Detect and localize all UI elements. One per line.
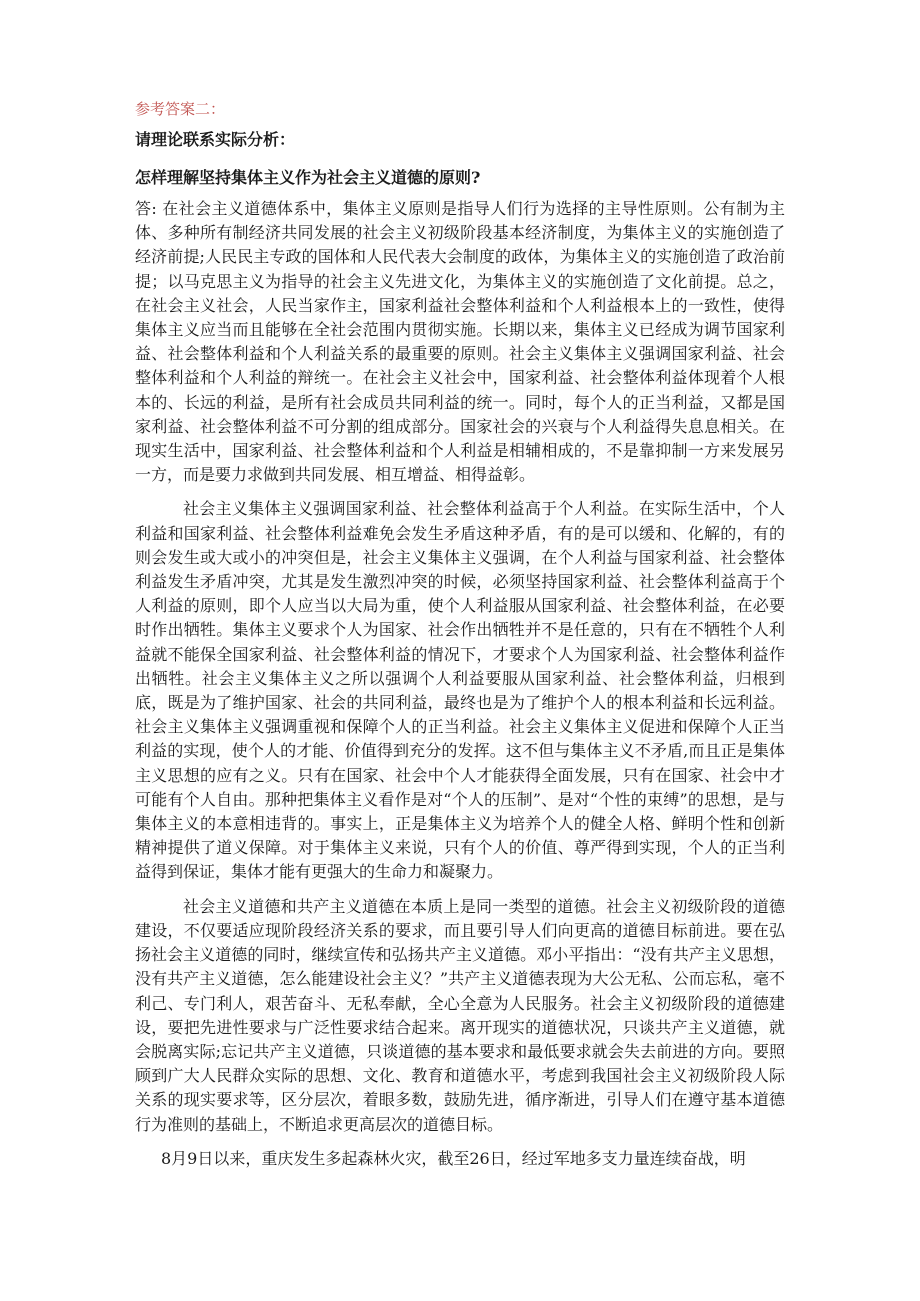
answer-paragraph-2: 社会主义集体主义强调国家利益、社会整体利益高于个人利益。在实际生活中，个人利益和国家利益、社会整体利益难免会发生矛盾这种矛盾，有的是可以缓和、化解的，有的则会发生或大或小的冲突但是，社会主义集体主义强调，在个人利益与国家利益、社会整体利益发生矛盾冲突，尤其是发生激烈冲突的时候，必须坚持国家利益、社会整体利益高于个人利益的原则，即个人应当以大局为重，使个人利益服从国家利益、社会整体利益，在必要时作出牺牲。集体主义要求个人为国家、社会作出牺牲并不是任意的，只有在不牺牲个人利益就不能保全国家利益、社会整体利益的情况下，才要求个人为国家利益、社会整体利益作出牺牲。社会主义集体主义之所以强调个人利益要服从国家利益、社会整体利益，归根到底，既是为了维护国家、社会的共同利益，最终也是为了维护个人的根本利益和长远利益。社会主义集体主义强调重视和保障个人的正当利益。社会主义集体主义促进和保障个人正当利益的实现，使个人的才能、价值得到充分的发挥。这不但与集体主义不矛盾,而且正是集体主义思想的应有之义。只有在国家、社会中个人才能获得全面发展，只有在国家、社会中才可能有个人自由。那种把集体主义看作是对“个人的压制”、是对“个性的束缚”的思想，是与集体主义的本意相违背的。事实上，正是集体主义为培养个人的健全人格、鲜明个性和创新精神提供了道义保障。对于集体主义来说，只有个人的价值、尊严得到实现，个人的正当利益得到保证，集体才能有更强大的生命力和凝聚力。	[135, 499, 785, 882]
reference-answer-label: 参考答案二：	[135, 100, 226, 118]
question-heading: 怎样理解坚持集体主义作为社会主义道德的原则?	[135, 168, 481, 187]
document-page	[135, 98, 785, 1171]
news-paragraph: 8月9日以来，重庆发生多起森林火灾，截至26日，经过军地多支力量连续奋战，明	[161, 1148, 746, 1168]
answer-paragraph-1: 答: 在社会主义道德体系中，集体主义原则是指导人们行为选择的主导性原则。公有制为主体、多种所有制经济共同发展的社会主义初级阶段基本经济制度，为集体主义的实施创造了经济前提;人民民主专政的国体和人民代表大会制度的政体，为集体主义的实施创造了政治前提；以马克思主义为指导的社会主义先进文化，为集体主义的实施创造了文化前提。总之，在社会主义社会，人民当家作主，国家利益社会整体利益和个人利益根本上的一致性，使得集体主义应当而且能够在全社会范围内贯彻实施。长期以来，集体主义已经成为调节国家利益、社会整体利益和个人利益关系的最重要的原则。社会主义集体主义强调国家利益、社会整体利益和个人利益的辩统一。在社会主义社会中，国家利益、社会整体利益体现着个人根本的、长远的利益，是所有社会成员共同利益的统一。同时，每个人的正当利益，又都是国家利益、社会整体利益不可分割的组成部分。国家社会的兴衰与个人利益得失息息相关。在现实生活中，国家利益、社会整体利益和个人利益是相辅相成的，不是靠抑制一方来发展另一方，而是要力求做到共同发展、相互增益、相得益彰。	[135, 199, 785, 485]
prompt-heading: 请理论联系实际分析：	[135, 130, 296, 149]
answer-paragraph-3: 社会主义道德和共产主义道德在本质上是同一类型的道德。社会主义初级阶段的道德建设，不仅要适应现阶段经济关系的要求，而且要引导人们向更高的道德目标前进。要在弘扬社会主义道德的同时，继续宣传和弘扬共产主义道德。邓小平指出：“没有共产主义思想，没有共产主义道德，怎么能建设社会主义？”共产主义道德表现为大公无私、公而忘私，毫不利己、专门利人，艰苦奋斗、无私奉献，全心全意为人民服务。社会主义初级阶段的道德建设，要把先进性要求与广泛性要求结合起来。离开现实的道德状况，只谈共产主义道德，就会脱离实际;忘记共产主义道德，只谈道德的基本要求和最低要求就会失去前进的方向。要照顾到广大人民群众实际的思想、文化、教育和道德水平，考虑到我国社会主义初级阶段人际关系的现实要求等，区分层次，着眼多数，鼓励先进，循序渐进，引导人们在遵守基本道德行为准则的基础上，不断追求更高层次的道德目标。	[135, 896, 785, 1134]
